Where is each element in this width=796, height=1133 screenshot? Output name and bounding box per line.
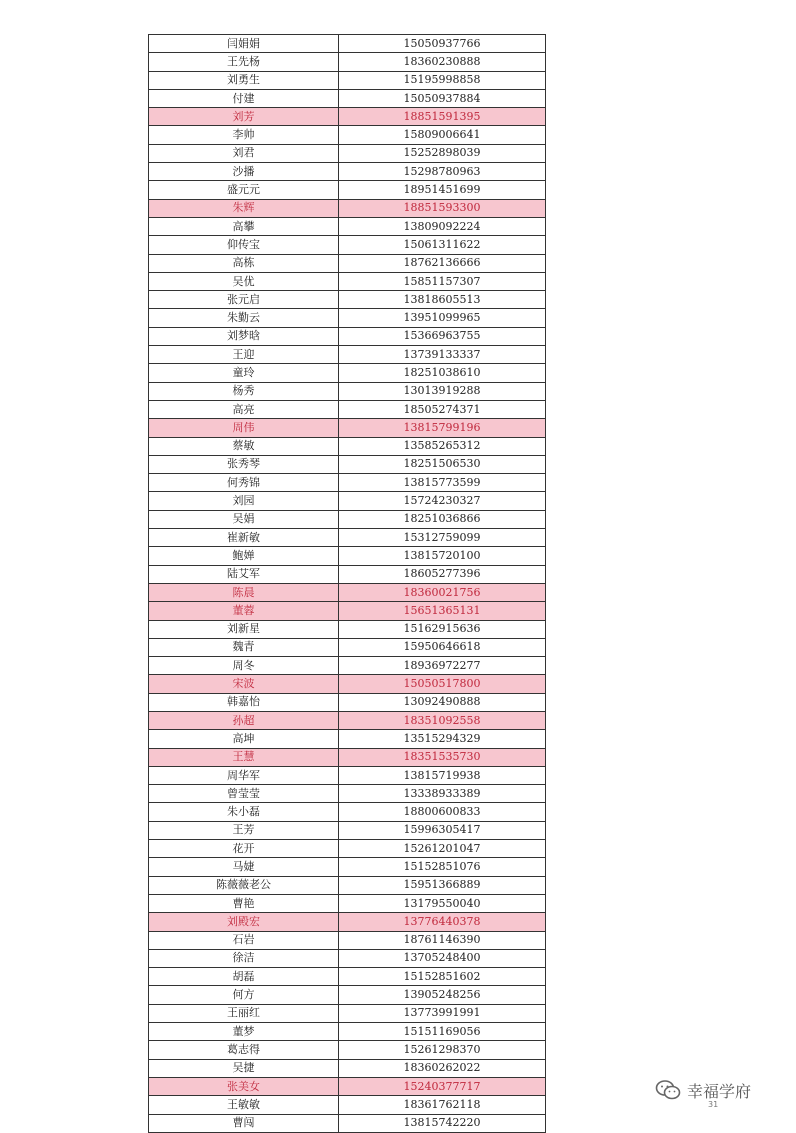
- phone-cell: 18505274371: [339, 400, 546, 418]
- table-row: [149, 53, 546, 71]
- name-cell: 刘园: [149, 492, 339, 510]
- table-row: [149, 181, 546, 199]
- table-row: [149, 730, 546, 748]
- phone-cell: 15162915636: [339, 620, 546, 638]
- table-row-highlighted: [149, 675, 546, 693]
- phone-cell: 15152851076: [339, 858, 546, 876]
- wechat-icon: [655, 1079, 681, 1101]
- phone-cell: 15996305417: [339, 821, 546, 839]
- table-row: [149, 382, 546, 400]
- table-row-highlighted: [149, 711, 546, 729]
- table-row: [149, 1114, 546, 1132]
- phone-cell: 15261298370: [339, 1041, 546, 1059]
- name-cell: 王敏敏: [149, 1096, 339, 1114]
- table-row: [149, 986, 546, 1004]
- name-cell: 王先杨: [149, 53, 339, 71]
- phone-cell: 18351535730: [339, 748, 546, 766]
- name-cell: 何秀锦: [149, 474, 339, 492]
- table-row: [149, 1004, 546, 1022]
- table-row: [149, 949, 546, 967]
- name-cell: 朱小磊: [149, 803, 339, 821]
- phone-cell: 15261201047: [339, 840, 546, 858]
- name-cell: 刘芳: [149, 108, 339, 126]
- name-cell: 张美女: [149, 1077, 339, 1095]
- name-cell: 鲍婵: [149, 547, 339, 565]
- phone-cell: 15809006641: [339, 126, 546, 144]
- phone-cell: 13815773599: [339, 474, 546, 492]
- name-cell: 董梦: [149, 1023, 339, 1041]
- phone-cell: 15951366889: [339, 876, 546, 894]
- table-row: [149, 821, 546, 839]
- name-cell: 盛元元: [149, 181, 339, 199]
- phone-cell: 18251038610: [339, 364, 546, 382]
- table-row-highlighted: [149, 199, 546, 217]
- table-row: [149, 217, 546, 235]
- phone-cell: 13338933389: [339, 785, 546, 803]
- table-row: [149, 309, 546, 327]
- name-cell: 曹艳: [149, 894, 339, 912]
- phone-cell: 13951099965: [339, 309, 546, 327]
- name-cell: 何方: [149, 986, 339, 1004]
- name-cell: 胡磊: [149, 968, 339, 986]
- name-cell: 宋波: [149, 675, 339, 693]
- name-cell: 董蓉: [149, 602, 339, 620]
- name-cell: 仰传宝: [149, 236, 339, 254]
- name-cell: 吴娟: [149, 510, 339, 528]
- name-cell: 高攀: [149, 217, 339, 235]
- table-row: [149, 364, 546, 382]
- name-cell: 刘新星: [149, 620, 339, 638]
- phone-cell: 15651365131: [339, 602, 546, 620]
- table-row-highlighted: [149, 602, 546, 620]
- phone-cell: 15240377717: [339, 1077, 546, 1095]
- table-row: [149, 291, 546, 309]
- name-cell: 沙播: [149, 163, 339, 181]
- name-cell: 刘梦晗: [149, 327, 339, 345]
- name-cell: 闫娟娟: [149, 35, 339, 53]
- page-number: 31: [708, 1100, 719, 1109]
- watermark: [655, 1078, 751, 1102]
- phone-cell: 13013919288: [339, 382, 546, 400]
- name-cell: 崔新敏: [149, 529, 339, 547]
- table-row: [149, 876, 546, 894]
- name-cell: 刘勇生: [149, 71, 339, 89]
- phone-cell: 13815799196: [339, 419, 546, 437]
- table-row: [149, 254, 546, 272]
- phone-cell: 18762136666: [339, 254, 546, 272]
- name-cell: 童玲: [149, 364, 339, 382]
- name-cell: 付建: [149, 89, 339, 107]
- phone-cell: 13815719938: [339, 766, 546, 784]
- phone-cell: 13815742220: [339, 1114, 546, 1132]
- phone-cell: 18251036866: [339, 510, 546, 528]
- name-cell: 石岩: [149, 931, 339, 949]
- phone-cell: 15152851602: [339, 968, 546, 986]
- contact-table-body: [149, 35, 546, 1133]
- table-row: [149, 163, 546, 181]
- name-cell: 葛志得: [149, 1041, 339, 1059]
- phone-cell: 13773991991: [339, 1004, 546, 1022]
- table-row: [149, 565, 546, 583]
- phone-cell: 13739133337: [339, 346, 546, 364]
- name-cell: 王芳: [149, 821, 339, 839]
- phone-cell: 18800600833: [339, 803, 546, 821]
- phone-cell: 18851593300: [339, 199, 546, 217]
- name-cell: 张元启: [149, 291, 339, 309]
- phone-cell: 15050937766: [339, 35, 546, 53]
- phone-cell: 18951451699: [339, 181, 546, 199]
- phone-cell: 18251506530: [339, 455, 546, 473]
- phone-cell: 15312759099: [339, 529, 546, 547]
- name-cell: 朱辉: [149, 199, 339, 217]
- table-row: [149, 1023, 546, 1041]
- name-cell: 王迎: [149, 346, 339, 364]
- name-cell: 花开: [149, 840, 339, 858]
- name-cell: 杨秀: [149, 382, 339, 400]
- table-row-highlighted: [149, 108, 546, 126]
- name-cell: 刘君: [149, 144, 339, 162]
- name-cell: 张秀琴: [149, 455, 339, 473]
- phone-cell: 13815720100: [339, 547, 546, 565]
- phone-cell: 18851591395: [339, 108, 546, 126]
- phone-cell: 18361762118: [339, 1096, 546, 1114]
- table-row: [149, 931, 546, 949]
- name-cell: 魏青: [149, 638, 339, 656]
- phone-cell: 13705248400: [339, 949, 546, 967]
- table-row-highlighted: [149, 748, 546, 766]
- name-cell: 吴优: [149, 272, 339, 290]
- table-row: [149, 346, 546, 364]
- phone-cell: 13179550040: [339, 894, 546, 912]
- phone-cell: 13585265312: [339, 437, 546, 455]
- phone-cell: 13809092224: [339, 217, 546, 235]
- phone-cell: 15366963755: [339, 327, 546, 345]
- phone-cell: 13776440378: [339, 913, 546, 931]
- table-row: [149, 620, 546, 638]
- phone-cell: 15050517800: [339, 675, 546, 693]
- phone-cell: 15724230327: [339, 492, 546, 510]
- phone-cell: 15851157307: [339, 272, 546, 290]
- name-cell: 陈晨: [149, 583, 339, 601]
- phone-cell: 15252898039: [339, 144, 546, 162]
- phone-cell: 18360230888: [339, 53, 546, 71]
- name-cell: 王慧: [149, 748, 339, 766]
- name-cell: 周伟: [149, 419, 339, 437]
- name-cell: 吴捷: [149, 1059, 339, 1077]
- phone-cell: 15061311622: [339, 236, 546, 254]
- phone-cell: 18761146390: [339, 931, 546, 949]
- table-row: [149, 766, 546, 784]
- table-row: [149, 894, 546, 912]
- phone-cell: 15298780963: [339, 163, 546, 181]
- phone-cell: 18605277396: [339, 565, 546, 583]
- table-row: [149, 327, 546, 345]
- table-row: [149, 785, 546, 803]
- phone-cell: 15050937884: [339, 89, 546, 107]
- phone-cell: 18360021756: [339, 583, 546, 601]
- table-row: [149, 657, 546, 675]
- phone-cell: 18360262022: [339, 1059, 546, 1077]
- name-cell: 周华军: [149, 766, 339, 784]
- table-row: [149, 803, 546, 821]
- table-row: [149, 144, 546, 162]
- name-cell: 曹闯: [149, 1114, 339, 1132]
- phone-cell: 13092490888: [339, 693, 546, 711]
- name-cell: 马婕: [149, 858, 339, 876]
- phone-cell: 13515294329: [339, 730, 546, 748]
- table-row: [149, 547, 546, 565]
- phone-cell: 18351092558: [339, 711, 546, 729]
- table-row: [149, 510, 546, 528]
- table-row-highlighted: [149, 1077, 546, 1095]
- name-cell: 刘殿宏: [149, 913, 339, 931]
- table-row-highlighted: [149, 583, 546, 601]
- name-cell: 徐洁: [149, 949, 339, 967]
- table-row: [149, 455, 546, 473]
- table-row: [149, 1096, 546, 1114]
- table-row: [149, 236, 546, 254]
- name-cell: 高栋: [149, 254, 339, 272]
- table-row: [149, 474, 546, 492]
- table-row-highlighted: [149, 419, 546, 437]
- name-cell: 朱勤云: [149, 309, 339, 327]
- phone-cell: 15195998858: [339, 71, 546, 89]
- watermark-text: 幸福学府: [687, 1081, 752, 1101]
- name-cell: 曾莹莹: [149, 785, 339, 803]
- name-cell: 王丽红: [149, 1004, 339, 1022]
- table-row: [149, 437, 546, 455]
- table-row: [149, 858, 546, 876]
- table-row: [149, 400, 546, 418]
- table-row: [149, 126, 546, 144]
- phone-cell: 15950646618: [339, 638, 546, 656]
- table-row: [149, 1059, 546, 1077]
- table-row: [149, 968, 546, 986]
- name-cell: 孙超: [149, 711, 339, 729]
- table-row: [149, 89, 546, 107]
- table-row: [149, 1041, 546, 1059]
- table-row: [149, 492, 546, 510]
- name-cell: 陈薇薇老公: [149, 876, 339, 894]
- table-row: [149, 35, 546, 53]
- table-row: [149, 71, 546, 89]
- contact-table: [148, 34, 546, 1133]
- table-row-highlighted: [149, 913, 546, 931]
- phone-cell: 18936972277: [339, 657, 546, 675]
- table-row: [149, 529, 546, 547]
- name-cell: 高亮: [149, 400, 339, 418]
- name-cell: 陆艾军: [149, 565, 339, 583]
- name-cell: 韩嘉怡: [149, 693, 339, 711]
- table-row: [149, 272, 546, 290]
- phone-cell: 15151169056: [339, 1023, 546, 1041]
- name-cell: 李帅: [149, 126, 339, 144]
- table-row: [149, 638, 546, 656]
- phone-cell: 13905248256: [339, 986, 546, 1004]
- table-row: [149, 693, 546, 711]
- name-cell: 蔡敏: [149, 437, 339, 455]
- phone-cell: 13818605513: [339, 291, 546, 309]
- name-cell: 高坤: [149, 730, 339, 748]
- table-row: [149, 840, 546, 858]
- name-cell: 周冬: [149, 657, 339, 675]
